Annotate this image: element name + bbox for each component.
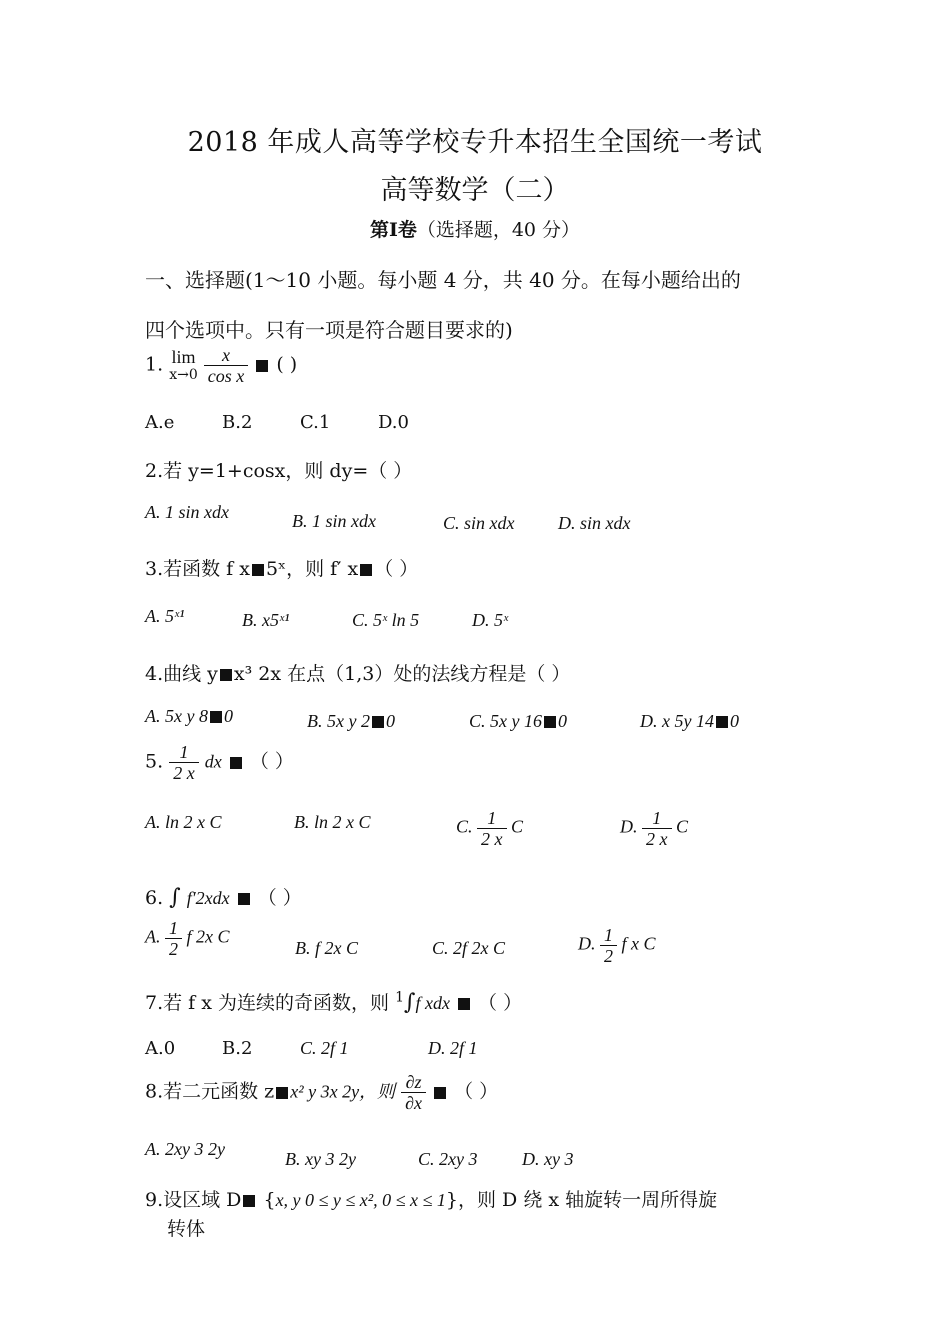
fraction xyxy=(642,808,672,849)
answer-paren: ( ) xyxy=(276,353,298,376)
equals-glyph xyxy=(716,716,728,728)
question-text: 曲线 y xyxy=(163,663,218,685)
fraction-denominator: 2 x xyxy=(481,829,503,849)
question-number: 7. xyxy=(145,992,164,1014)
answer-paren: （ ） xyxy=(249,750,294,773)
fraction xyxy=(401,1072,426,1113)
q4-option-c xyxy=(469,711,567,732)
option-label: C. xyxy=(456,816,473,837)
equals-glyph xyxy=(276,1087,288,1099)
answer-paren: （ ） xyxy=(374,558,419,580)
set-brace-close-icon: } xyxy=(445,1189,459,1211)
option-text: C. 5x y 16 xyxy=(469,711,542,731)
q1-option-a: A.e xyxy=(145,412,175,433)
question-7 xyxy=(145,988,522,1015)
fraction-numerator: 1 xyxy=(642,808,672,829)
fraction-denominator: cos x xyxy=(207,366,245,386)
q7-option-b: B.2 xyxy=(222,1038,253,1059)
question-mid: f xdx xyxy=(415,993,450,1013)
equals-glyph xyxy=(230,757,242,769)
question-number: 8. xyxy=(145,1080,164,1103)
question-text: 若 f x 为连续的奇函数，则 xyxy=(163,992,390,1014)
question-number: 4. xyxy=(145,663,164,685)
question-4 xyxy=(145,659,570,686)
q5-option-d xyxy=(620,808,688,849)
q3-option-d: D. 5ˣ xyxy=(472,610,509,630)
answer-paren: （ ） xyxy=(257,887,302,909)
fraction-numerator: 1 xyxy=(600,925,617,946)
q1-option-c: C.1 xyxy=(300,412,331,433)
question-mid: x² y 3x 2y，则 xyxy=(290,1081,396,1102)
section-heading-rest: （选择题，40 分） xyxy=(416,219,581,241)
question-mid: 5ˣ，则 f′ x xyxy=(265,558,359,580)
question-6 xyxy=(145,883,302,910)
q8-option-b: B. xy 3 2y xyxy=(285,1149,356,1169)
option-label: A. xyxy=(145,926,161,947)
equals-glyph xyxy=(243,1195,255,1207)
equals-glyph xyxy=(434,1087,446,1099)
integral-upper-limit: 1 xyxy=(395,989,404,1006)
question-2 xyxy=(145,456,412,483)
section-heading-bold: 第Ⅰ卷 xyxy=(369,219,417,241)
fraction xyxy=(169,742,199,783)
q1-option-b: B.2 xyxy=(222,412,253,433)
q6-option-b: B. f 2x C xyxy=(295,938,358,958)
option-text: A. 5x y 8 xyxy=(145,706,208,726)
answer-paren: （ ） xyxy=(454,1080,499,1103)
q4-option-a xyxy=(145,706,233,727)
question-9 xyxy=(145,1185,717,1212)
option-label: D. xyxy=(578,933,596,954)
integral-icon: ∫ xyxy=(169,885,181,910)
question-9-line-2: 转体 xyxy=(167,1218,206,1240)
equals-glyph xyxy=(360,564,372,576)
fraction-numerator: 1 xyxy=(165,918,182,939)
fraction-numerator: 1 xyxy=(477,808,507,829)
q6-option-d xyxy=(578,925,656,966)
q1-option-d: D.0 xyxy=(378,412,409,433)
equals-glyph xyxy=(210,711,222,723)
question-text: 若 y=1+cosx，则 dy=（ ） xyxy=(163,460,413,482)
fraction-denominator: ∂x xyxy=(405,1093,422,1113)
question-text: 若二元函数 z xyxy=(163,1080,275,1103)
option-tail: f 2x C xyxy=(186,926,230,947)
fraction-denominator: 2 x xyxy=(646,829,668,849)
option-tail: 0 xyxy=(223,706,233,726)
differential: dx xyxy=(204,751,222,772)
equals-glyph xyxy=(252,564,264,576)
q5-option-a: A. ln 2 x C xyxy=(145,812,222,832)
equals-glyph xyxy=(458,998,470,1010)
option-tail: 0 xyxy=(385,711,395,731)
exam-subtitle: 高等数学（二） xyxy=(380,175,570,206)
q8-option-d: D. xy 3 xyxy=(522,1149,574,1169)
q2-option-c: C. sin xdx xyxy=(443,513,515,533)
fraction-numerator: x xyxy=(204,345,248,366)
option-tail: C xyxy=(511,816,524,837)
fraction-denominator: 2 xyxy=(604,946,613,966)
q6-option-a xyxy=(145,918,230,959)
equals-glyph xyxy=(544,716,556,728)
fraction-denominator: 2 xyxy=(169,939,178,959)
question-1 xyxy=(145,345,297,386)
lim-subscript: x→0 xyxy=(169,366,198,383)
q3-option-c: C. 5ˣ ln 5 xyxy=(352,610,420,630)
option-tail: 0 xyxy=(729,711,739,731)
integral-icon: ∫ xyxy=(403,990,416,1015)
question-number: 9. xyxy=(145,1189,164,1211)
lim-operator: lim xyxy=(171,346,196,367)
question-8 xyxy=(145,1072,498,1113)
q3-option-a: A. 5ˣ¹ xyxy=(145,606,185,626)
instructions-line-2: 四个选项中。只有一项是符合题目要求的) xyxy=(145,318,513,342)
option-tail: f x C xyxy=(621,933,656,954)
fraction-denominator: 2 x xyxy=(173,763,195,783)
fraction-numerator: 1 xyxy=(169,742,199,763)
instructions-line-1: 一、选择题(1～10 小题。每小题 4 分，共 40 分。在每小题给出的 xyxy=(145,268,741,292)
question-mid: x, y 0 ≤ y ≤ x², 0 ≤ x ≤ 1 xyxy=(275,1190,446,1210)
q2-option-d: D. sin xdx xyxy=(558,513,631,533)
section-heading xyxy=(0,215,950,242)
q4-option-b xyxy=(307,711,395,732)
question-text: 若函数 f x xyxy=(163,558,250,580)
q8-option-a: A. 2xy 3 2y xyxy=(145,1139,225,1159)
q6-option-c: C. 2f 2x C xyxy=(432,938,506,958)
question-text: 设区域 D xyxy=(163,1189,242,1211)
question-mid: f′2xdx xyxy=(186,888,230,908)
question-number: 2. xyxy=(145,460,164,482)
fraction xyxy=(165,918,182,959)
option-tail: 0 xyxy=(557,711,567,731)
q2-option-a: A. 1 sin xdx xyxy=(145,502,229,522)
q8-option-c: C. 2xy 3 xyxy=(418,1149,478,1169)
question-post: ，则 D 绕 x 轴旋转一周所得旋 xyxy=(458,1189,718,1211)
q3-option-b: B. x5ˣ¹ xyxy=(242,610,290,630)
equals-glyph xyxy=(372,716,384,728)
option-tail: C xyxy=(676,816,689,837)
option-text: B. 5x y 2 xyxy=(307,711,370,731)
question-number: 3. xyxy=(145,558,164,580)
q7-option-d: D. 2f 1 xyxy=(428,1038,478,1058)
answer-paren: （ ） xyxy=(478,992,523,1014)
question-mid: x³ 2x 在点（1,3）处的法线方程是（ ） xyxy=(233,663,571,685)
equals-glyph xyxy=(256,360,268,372)
option-text: D. x 5y 14 xyxy=(640,711,714,731)
exam-title: 2018 年成人高等学校专升本招生全国统一考试 xyxy=(187,127,763,158)
question-5 xyxy=(145,742,294,783)
question-number: 6. xyxy=(145,887,164,909)
equals-glyph xyxy=(238,893,250,905)
fraction xyxy=(477,808,507,849)
set-brace-icon: { xyxy=(263,1189,276,1211)
q5-option-c xyxy=(456,808,523,849)
fraction-numerator: ∂z xyxy=(401,1072,426,1093)
option-label: D. xyxy=(620,816,638,837)
fraction xyxy=(600,925,617,966)
q2-option-b: B. 1 sin xdx xyxy=(292,511,376,531)
q4-option-d xyxy=(640,711,739,732)
question-number: 1. xyxy=(145,353,164,376)
q7-option-a: A.0 xyxy=(145,1038,176,1059)
q5-option-b: B. ln 2 x C xyxy=(294,812,371,832)
question-3 xyxy=(145,554,418,581)
q7-option-c: C. 2f 1 xyxy=(300,1038,349,1058)
question-number: 5. xyxy=(145,750,164,773)
equals-glyph xyxy=(220,669,232,681)
fraction xyxy=(204,345,248,386)
